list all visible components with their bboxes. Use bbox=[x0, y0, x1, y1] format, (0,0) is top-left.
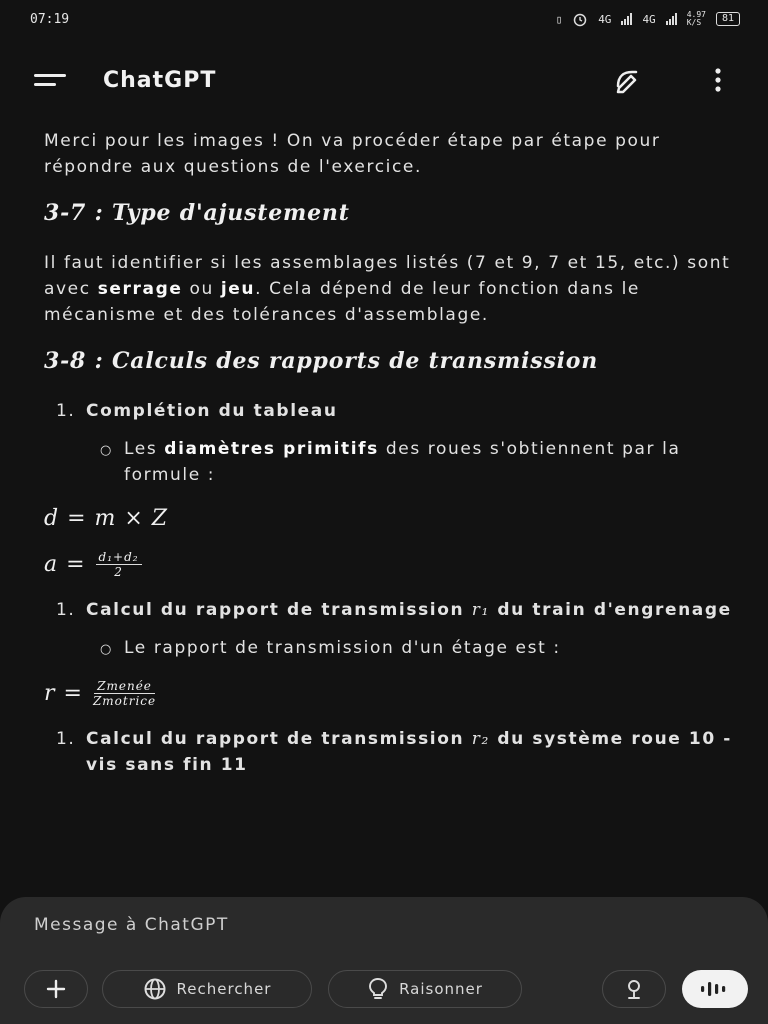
text-segment: du système roue 10 - vis sans fin 11 bbox=[86, 729, 732, 775]
status-icons bbox=[556, 11, 740, 27]
list-item-3 bbox=[44, 726, 734, 778]
voice-waveform-icon bbox=[698, 979, 732, 999]
composer-toolbar bbox=[24, 970, 748, 1008]
fraction-numerator: d₁+d₂ bbox=[96, 550, 142, 565]
fraction-denominator: Zmotrice bbox=[92, 694, 157, 708]
new-chat-button[interactable] bbox=[610, 64, 646, 96]
microphone-icon bbox=[623, 977, 645, 1001]
more-vertical-icon bbox=[700, 64, 736, 96]
formula-center-distance bbox=[44, 550, 734, 579]
alarm-icon bbox=[572, 11, 588, 27]
bold-diametres: diamètres primitifs bbox=[164, 439, 379, 459]
text-segment: Il faut identifier si les assemblages listés (7 et 9, 7 et 15, etc.) sont avec bbox=[44, 253, 731, 299]
menu-button[interactable] bbox=[30, 68, 70, 92]
signal-icon-2 bbox=[666, 13, 677, 25]
text-segment: du train d'engrenage bbox=[489, 600, 732, 620]
globe-icon bbox=[143, 977, 167, 1001]
app-title: ChatGPT bbox=[103, 67, 217, 93]
bold-serrage: serrage bbox=[97, 279, 183, 299]
message-input[interactable]: Message à ChatGPT bbox=[34, 915, 229, 935]
formula-lhs: a = bbox=[44, 551, 86, 577]
reason-button[interactable] bbox=[328, 970, 522, 1008]
text-segment: des roues s'obtiennent par la formule : bbox=[124, 439, 681, 485]
lightbulb-icon bbox=[367, 977, 389, 1001]
formula-diameter: d = m × Z bbox=[44, 506, 169, 531]
list-number: 1. bbox=[56, 600, 76, 620]
signal-icon bbox=[621, 13, 632, 25]
new-chat-icon bbox=[610, 64, 646, 96]
add-attachment-button[interactable] bbox=[24, 970, 88, 1008]
text-segment: ou bbox=[182, 279, 221, 299]
status-bar bbox=[0, 0, 768, 38]
fraction bbox=[96, 550, 142, 579]
bullet-icon: ○ bbox=[100, 642, 113, 657]
section-heading-3-8: 3-8 : Calculs des rapports de transmission bbox=[44, 348, 599, 374]
search-label: Rechercher bbox=[176, 980, 272, 998]
intro-paragraph: Merci pour les images ! On va procéder étape par étape pour répondre aux questions de l'exercice. bbox=[44, 131, 661, 177]
microphone-button[interactable] bbox=[602, 970, 666, 1008]
battery-indicator: 81 bbox=[716, 12, 740, 26]
bold-jeu: jeu bbox=[220, 279, 256, 299]
assistant-message bbox=[44, 128, 734, 790]
formula-ratio bbox=[44, 679, 734, 708]
data-speed-value: 4.97 bbox=[686, 10, 706, 19]
plus-icon bbox=[45, 978, 67, 1000]
more-options-button[interactable] bbox=[700, 64, 736, 96]
fraction bbox=[93, 679, 156, 708]
section-3-7-paragraph bbox=[44, 250, 734, 328]
network-type-2: 4G bbox=[642, 12, 656, 26]
text-segment: Calcul du rapport de transmission bbox=[86, 729, 472, 749]
text-segment: Calcul du rapport de transmission bbox=[86, 600, 472, 620]
voice-mode-button[interactable] bbox=[682, 970, 748, 1008]
fraction-numerator: Zmenée bbox=[94, 679, 155, 694]
text-segment: . Cela dépend de leur fonction dans le mécanisme et des tolérances d'assemblage. bbox=[44, 279, 640, 325]
list-item-title: Complétion du tableau bbox=[86, 401, 338, 421]
sub-list-item bbox=[44, 635, 734, 661]
menu-icon-line bbox=[34, 83, 56, 86]
data-speed bbox=[687, 11, 706, 27]
list-item-1 bbox=[44, 398, 734, 424]
search-button[interactable] bbox=[102, 970, 312, 1008]
math-variable: r₂ bbox=[471, 729, 490, 749]
math-variable: r₁ bbox=[471, 600, 490, 620]
fraction-denominator: 2 bbox=[114, 565, 123, 579]
menu-icon bbox=[34, 74, 66, 77]
network-type-1: 4G bbox=[598, 12, 612, 26]
vibrate-icon: ▯ bbox=[555, 12, 563, 26]
list-number: 1. bbox=[56, 729, 76, 749]
text-segment: Les bbox=[124, 439, 165, 459]
list-number: 1. bbox=[56, 401, 76, 421]
app-header bbox=[0, 56, 768, 104]
reason-label: Raisonner bbox=[399, 980, 483, 998]
section-heading-3-7: 3-7 : Type d'ajustement bbox=[44, 200, 350, 226]
list-item-2 bbox=[44, 597, 734, 623]
clock: 07:19 bbox=[30, 11, 70, 27]
text-segment: Le rapport de transmission d'un étage est : bbox=[124, 638, 561, 658]
message-composer bbox=[0, 897, 768, 1024]
sub-list-item bbox=[44, 436, 734, 488]
bullet-icon: ○ bbox=[100, 443, 113, 458]
formula-lhs: r = bbox=[44, 680, 83, 706]
data-speed-unit: K/S bbox=[686, 18, 702, 27]
